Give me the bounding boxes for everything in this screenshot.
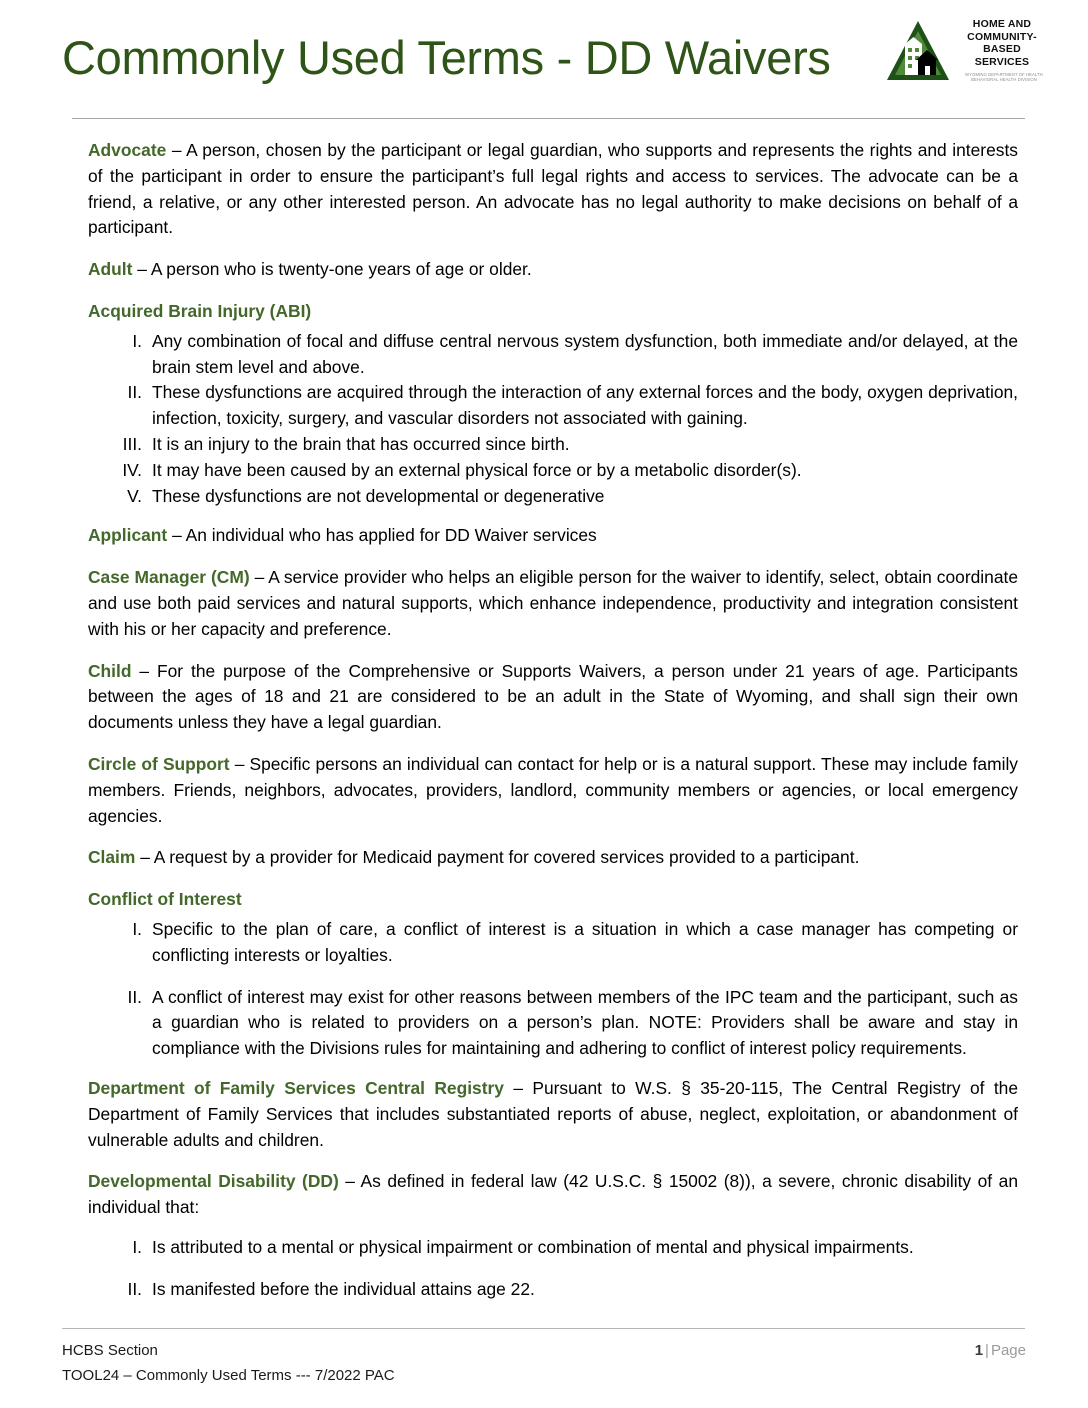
term-label: Claim [88, 847, 136, 868]
list-item [88, 380, 1018, 432]
hcbs-logo-subtext [954, 72, 1054, 83]
document-body [88, 138, 1018, 1316]
term-heading-acquired-brain-injury: Acquired Brain Injury (ABI) [88, 300, 312, 321]
term-entry-child [88, 659, 1018, 736]
term-dash: – [249, 567, 269, 588]
list-item [88, 329, 1018, 381]
header-divider [72, 118, 1025, 119]
term-dash: – [132, 259, 151, 280]
footer-divider [62, 1328, 1025, 1329]
document-header [0, 0, 1088, 118]
term-definition: For the purpose of the Comprehensive or Supports Waivers, a person under 21 years of age. Participants between the ages of 18 and 21 are considered to be an adult in the State of Wyoming, and shall sign their own documents unless they have a legal guardian. [88, 660, 1018, 733]
document-footer [0, 1318, 1088, 1408]
term-entry-case-manager [88, 565, 1018, 642]
term-definition: A request by a provider for Medicaid payment for covered services provided to a participant. [153, 847, 860, 868]
list-item-text: It may have been caused by an external physical force or by a metabolic disorder(s). [152, 459, 802, 480]
term-label: Department of Family Services Central Registry [88, 1077, 504, 1098]
term-entry-developmental-disability [88, 1169, 1018, 1221]
footer-section-label: HCBS Section [62, 1342, 158, 1359]
term-dash: – [338, 1171, 361, 1192]
footer-left-text [62, 1338, 762, 1388]
term-label: Child [88, 660, 132, 681]
term-entry-claim [88, 845, 1018, 871]
list-item [88, 917, 1018, 969]
list-numeral: V. [127, 485, 142, 506]
list-numeral: III. [122, 433, 142, 454]
page-number-block [975, 1338, 1026, 1363]
list-item-text: A conflict of interest may exist for other reasons between members of the IPC team and the participant, such as a guardian who is related to providers on a person’s plan. NOTE: Providers shall be aware and stay in compliance with the Divisions rules for maintaining and adhering to conflict of interest policy requirements. [152, 986, 1018, 1059]
list-item [88, 1235, 1018, 1261]
logo-line-2: COMMUNITY- [967, 30, 1037, 43]
term-dash: – [167, 525, 186, 546]
list-numeral: II. [127, 1278, 142, 1299]
term-definition: An individual who has applied for DD Waiver services [185, 525, 597, 546]
list-numeral: II. [127, 986, 142, 1007]
term-label: Advocate [88, 140, 167, 160]
logo-line-1: HOME AND [972, 18, 1032, 30]
list-numeral: I. [132, 330, 142, 351]
term-label: Case Manager (CM) [88, 567, 250, 588]
term-dash: – [503, 1077, 533, 1098]
term-label: Adult [88, 259, 133, 280]
page-number: 1 [974, 1342, 984, 1359]
term-entry-adult [88, 257, 1018, 283]
list-developmental-disability [88, 1235, 1018, 1303]
term-label: Circle of Support [88, 753, 230, 774]
list-numeral: I. [132, 1236, 142, 1257]
list-item [88, 458, 1018, 484]
list-item [88, 484, 1018, 510]
term-dash: – [229, 753, 250, 774]
list-numeral: IV. [122, 459, 142, 480]
term-entry-applicant [88, 523, 1018, 549]
logo-line-3: BASED [983, 43, 1021, 56]
term-dash: – [135, 847, 154, 868]
term-dash: – [166, 140, 187, 160]
term-definition: As defined in federal law (42 U.S.C. § 15002 (8)), a severe, chronic disability of an individual that: [88, 1171, 1018, 1218]
list-item [88, 985, 1018, 1062]
term-label: Applicant [88, 525, 168, 546]
term-definition: A person who is twenty-one years of age or older. [150, 259, 532, 280]
term-entry-dfs-central-registry [88, 1076, 1018, 1153]
term-label: Developmental Disability (DD) [88, 1171, 339, 1192]
logo-sub-line-1: WYOMING DEPARTMENT OF HEALTH [965, 72, 1043, 77]
term-entry-advocate [88, 138, 1018, 241]
list-item-text: Is manifested before the individual attains age 22. [152, 1278, 535, 1299]
list-acquired-brain-injury [88, 329, 1018, 510]
footer-tool-reference: TOOL24 – Commonly Used Terms --- 7/2022 PAC [62, 1367, 395, 1384]
list-numeral: II. [127, 382, 142, 403]
list-item-text: Specific to the plan of care, a conflict of interest is a situation in which a case manager has competing or conflicting interests or loyalties. [152, 918, 1018, 965]
hcbs-logo [880, 12, 1050, 104]
list-item [88, 1277, 1018, 1303]
term-dash: – [131, 660, 158, 681]
hcbs-logo-text [954, 18, 1050, 68]
page-number-separator: | [985, 1342, 989, 1359]
list-item-text: Any combination of focal and diffuse central nervous system dysfunction, both immediate and/or delayed, at the brain stem level and above. [152, 330, 1018, 377]
list-item-text: It is an injury to the brain that has occurred since birth. [152, 433, 570, 454]
list-item-text: Is attributed to a mental or physical impairment or combination of mental and physical impairments. [152, 1236, 914, 1257]
list-numeral: I. [132, 918, 142, 939]
term-definition: A person, chosen by the participant or legal guardian, who supports and represents the rights and interests of the participant in order to ensure the participant’s full legal rights and access to services. The advocate can be a friend, a relative, or any other interested person. An advocate has no legal authority to make decisions on behalf of a participant. [88, 140, 1018, 238]
logo-sub-line-2: BEHAVIORAL HEALTH DIVISION [971, 77, 1037, 83]
term-definition: A service provider who helps an eligible person for the waiver to identify, select, obtain coordinate and use both paid services and natural supports, which enhance independence, productivity and integration consistent with his or her capacity and preference. [88, 567, 1018, 639]
term-entry-circle-of-support [88, 752, 1018, 829]
logo-line-4: SERVICES [974, 55, 1030, 68]
page-title: Commonly Used Terms - DD Waivers [62, 31, 831, 84]
list-conflict-of-interest [88, 917, 1018, 1062]
page-word-label: Page [990, 1342, 1026, 1359]
term-definition: Pursuant to W.S. § 35-20-115, The Central Registry of the Department of Family Services that includes substantiated reports of abuse, neglect, exploitation, or abandonment of vulnerable adults and children. [88, 1077, 1018, 1150]
hcbs-triangle-house-logo-icon [885, 18, 951, 88]
term-heading-conflict-of-interest: Conflict of Interest [88, 889, 242, 910]
list-item-text: These dysfunctions are not developmental or degenerative [152, 485, 605, 506]
term-definition: Specific persons an individual can contact for help or is a natural support. These may include family members. Friends, neighbors, advocates, providers, landlord, community members or agencies, or local emergency agencies. [88, 753, 1018, 826]
list-item [88, 432, 1018, 458]
list-item-text: These dysfunctions are acquired through the interaction of any external forces and the body, oxygen deprivation, infection, toxicity, surgery, and vascular disorders not associated with gaining. [152, 382, 1018, 429]
